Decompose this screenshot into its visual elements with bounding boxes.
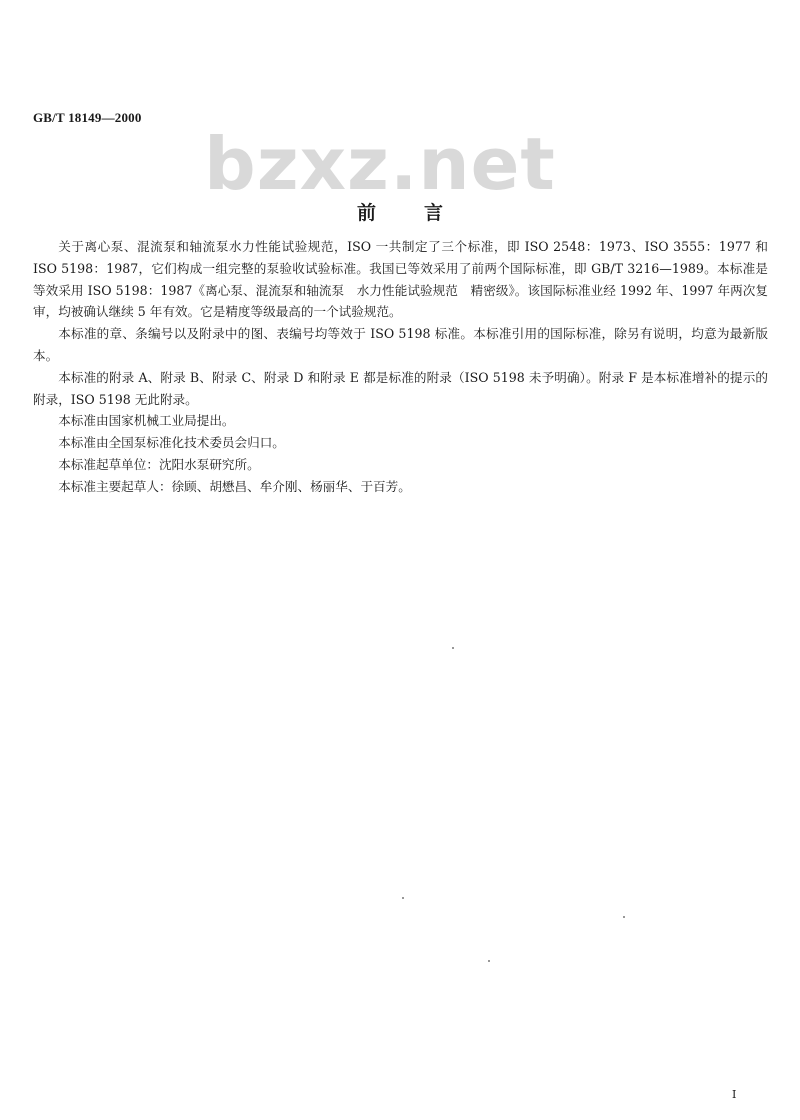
paragraph-annexes: 本标准的附录 A、附录 B、附录 C、附录 D 和附录 E 都是标准的附录（ISO 5198 未予明确）。附录 F 是本标准增补的提示的附录，ISO 5198 无此附录。: [33, 369, 768, 407]
paragraph-administrator: 本标准由全国泵标准化技术委员会归口。: [58, 435, 285, 451]
standard-code: GB/T 18149—2000: [33, 110, 142, 125]
page-title: 前言: [356, 202, 491, 224]
scan-speck: [488, 960, 490, 962]
paragraph-proposer: 本标准由国家机械工业局提出。: [58, 413, 235, 429]
scan-speck: [452, 647, 454, 649]
paragraph-drafters: 本标准主要起草人：徐顾、胡懋昌、牟介刚、杨丽华、于百芳。: [58, 478, 411, 494]
scan-speck: [623, 916, 625, 918]
scan-speck: [402, 897, 404, 899]
watermark: bzxz.net: [204, 122, 556, 206]
page-number: I: [732, 1088, 737, 1101]
body-text: [33, 236, 768, 498]
paragraph-numbering: 本标准的章、条编号以及附录中的图、表编号均等效于 ISO 5198 标准。本标准引用的国际标准，除另有说明，均意为最新版本。: [33, 326, 768, 363]
paragraph-background: 关于离心泵、混流泵和轴流泵水力性能试验规范，ISO 一共制定了三个标准，即 ISO 2548：1973、ISO 3555：1977 和 ISO 5198：1987，它们构成一组完整的泵验收试验标准。我国已等效采用了前两个国际标准，即 GB/T 3216—1989。本标准是等效采用 ISO 5198：1987《离心泵、混流泵和轴流泵 水力性能试验规范 精密级》。该国际标准业经 1992 年、1997 年两次复审，均被确认继续 5 年有效。它是精度等级最高的一个试验规范。: [33, 239, 768, 320]
paragraph-drafting-unit: 本标准起草单位：沈阳水泵研究所。: [58, 456, 260, 472]
